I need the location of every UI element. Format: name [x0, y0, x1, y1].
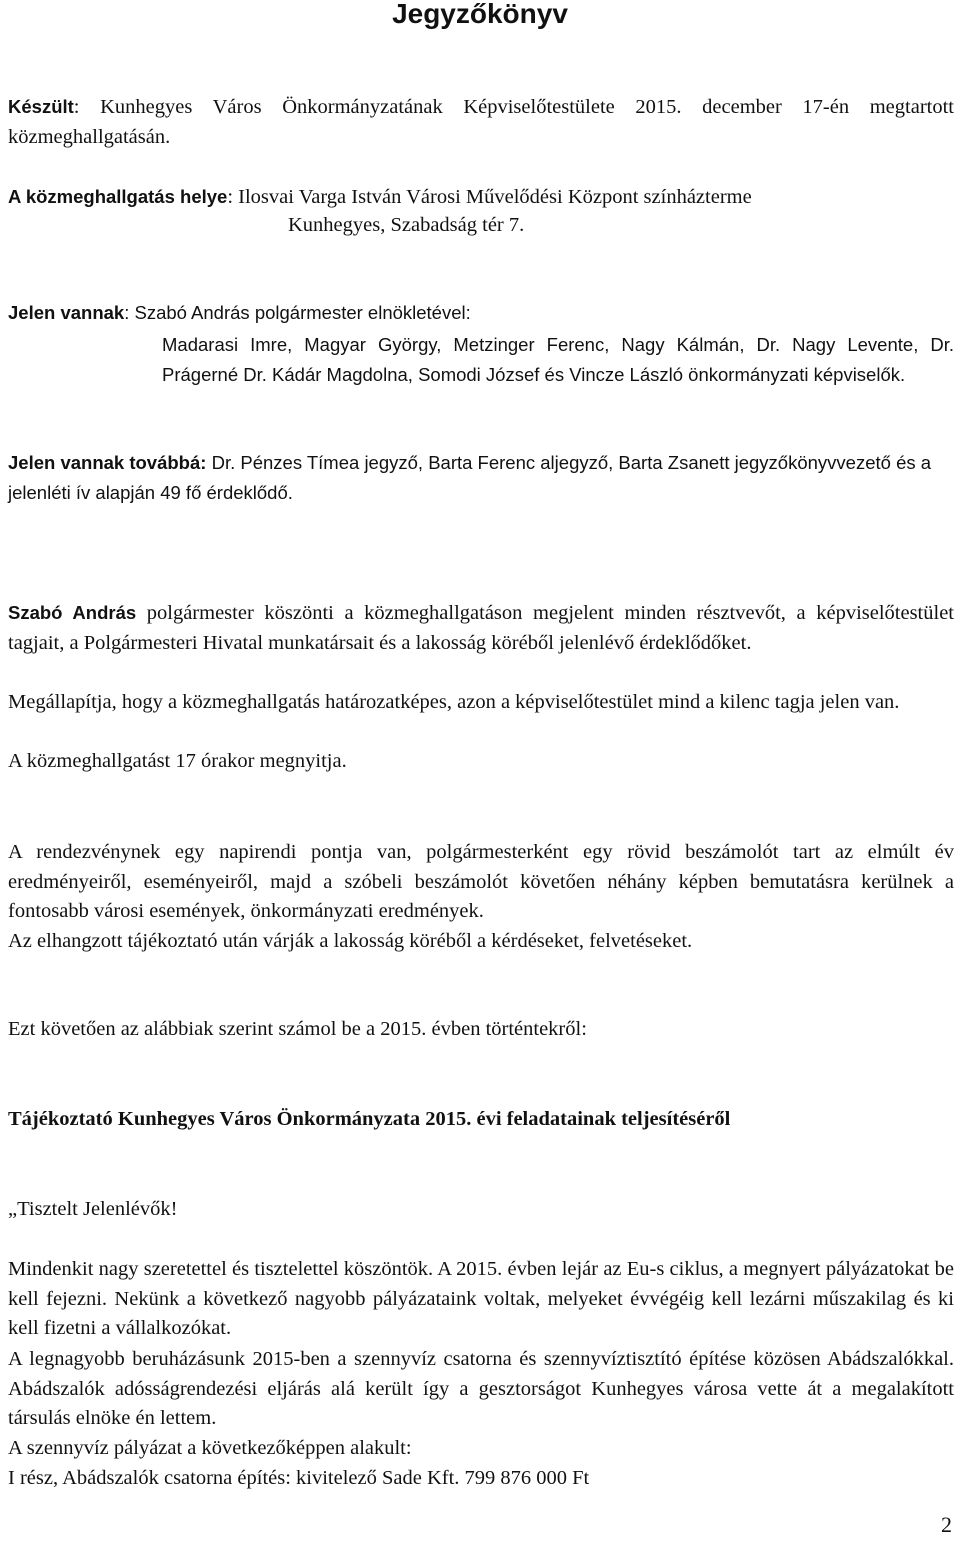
body-paragraph-3: A szennyvíz pályázat a következőképpen alakult: — [8, 1437, 412, 1459]
intro-paragraph: Ezt követően az alábbiak szerint számol be a 2015. évben történtekről: — [8, 1018, 587, 1040]
body-paragraph-2: A legnagyobb beruházásunk 2015-ben a szennyvíz csatorna és szennyvíztisztító építése közösen Abádszalókkal. Abádszalók adósságrendezési eljárás alá került így a gesztorságot Kunhegyes városa vette át a megalakított társulás elnöke én lettem. — [8, 1348, 954, 1429]
report-title: Tájékoztató Kunhegyes Város Önkormányzata 2015. évi feladatainak teljesítéséről — [8, 1108, 731, 1130]
helye-paragraph — [8, 182, 954, 213]
helye-text: : Ilosvai Varga István Városi Művelődési Központ színházterme — [227, 186, 752, 208]
open-paragraph: A közmeghallgatást 17 órakor megnyitja. — [8, 750, 347, 772]
opening-paragraph — [8, 598, 954, 658]
body-paragraph-1: Mindenkit nagy szeretettel és tisztelettel köszöntök. A 2015. évben lejár az Eu-s ciklus, a megnyert pályázatokat be kell fejezni. Nekünk a következő nagyobb pályázataink voltak, melyeket évvégéig kell lezárni műszakilag és ki kell fizetni a vállalkozókat. — [8, 1258, 954, 1339]
opening-text: polgármester köszönti a közmeghallgatáson megjelent minden résztvevőt, a képviselőtestület tagjait, a Polgármesteri Hivatal munkatársait és a lakosság köréből jelenlévő érdeklődőket. — [8, 602, 954, 654]
jelen-members: Madarasi Imre, Magyar György, Metzinger Ferenc, Nagy Kálmán, Dr. Nagy Levente, Dr. Prágerné Dr. Kádár Magdolna, Somodi József és Vincze László önkormányzati képviselők. — [162, 334, 954, 385]
jelen-paragraph — [8, 298, 954, 328]
keszult-label: Készült — [8, 96, 74, 117]
tovabba-text: Dr. Pénzes Tímea jegyző, Barta Ferenc aljegyző, Barta Zsanett jegyzőkönyvvezető és a jelenléti ív alapján 49 fő érdeklődő. — [8, 452, 932, 503]
document-title: Jegyzőkönyv — [392, 0, 568, 29]
helye-label: A közmeghallgatás helye — [8, 186, 228, 207]
agenda-paragraph: A rendezvénynek egy napirendi pontja van, polgármesterként egy rövid beszámolót tart az elmúlt év eredményeiről, eseményeiről, majd a szóbeli beszámolót követően néhány képben bemutatásra kerülnek a fontosabb városi események, önkormányzati eredmények. — [8, 841, 954, 922]
salutation: „Tisztelt Jelenlévők! — [8, 1198, 178, 1220]
tovabba-paragraph — [8, 448, 954, 507]
page-number: 2 — [941, 1512, 952, 1537]
keszult-text: : Kunhegyes Város Önkormányzatának Képviselőtestülete 2015. december 17-én megtartott közmeghallgatásán. — [8, 96, 954, 148]
quorum-paragraph: Megállapítja, hogy a közmeghallgatás határozatképes, azon a képviselőtestület mind a kilenc tagja jelen van. — [8, 691, 900, 713]
keszult-paragraph — [8, 92, 954, 152]
helye-address: Kunhegyes, Szabadság tér 7. — [288, 214, 525, 236]
jelen-text: : Szabó András polgármester elnökletével: — [124, 302, 471, 323]
opening-speaker: Szabó András — [8, 602, 137, 623]
tovabba-label: Jelen vannak továbbá: — [8, 452, 207, 473]
body-paragraph-4: I rész, Abádszalók csatorna építés: kivitelező Sade Kft. 799 876 000 Ft — [8, 1467, 590, 1489]
questions-paragraph: Az elhangzott tájékoztató után várják a lakosság köréből a kérdéseket, felvetéseket. — [8, 930, 693, 952]
jelen-label: Jelen vannak — [8, 302, 125, 323]
